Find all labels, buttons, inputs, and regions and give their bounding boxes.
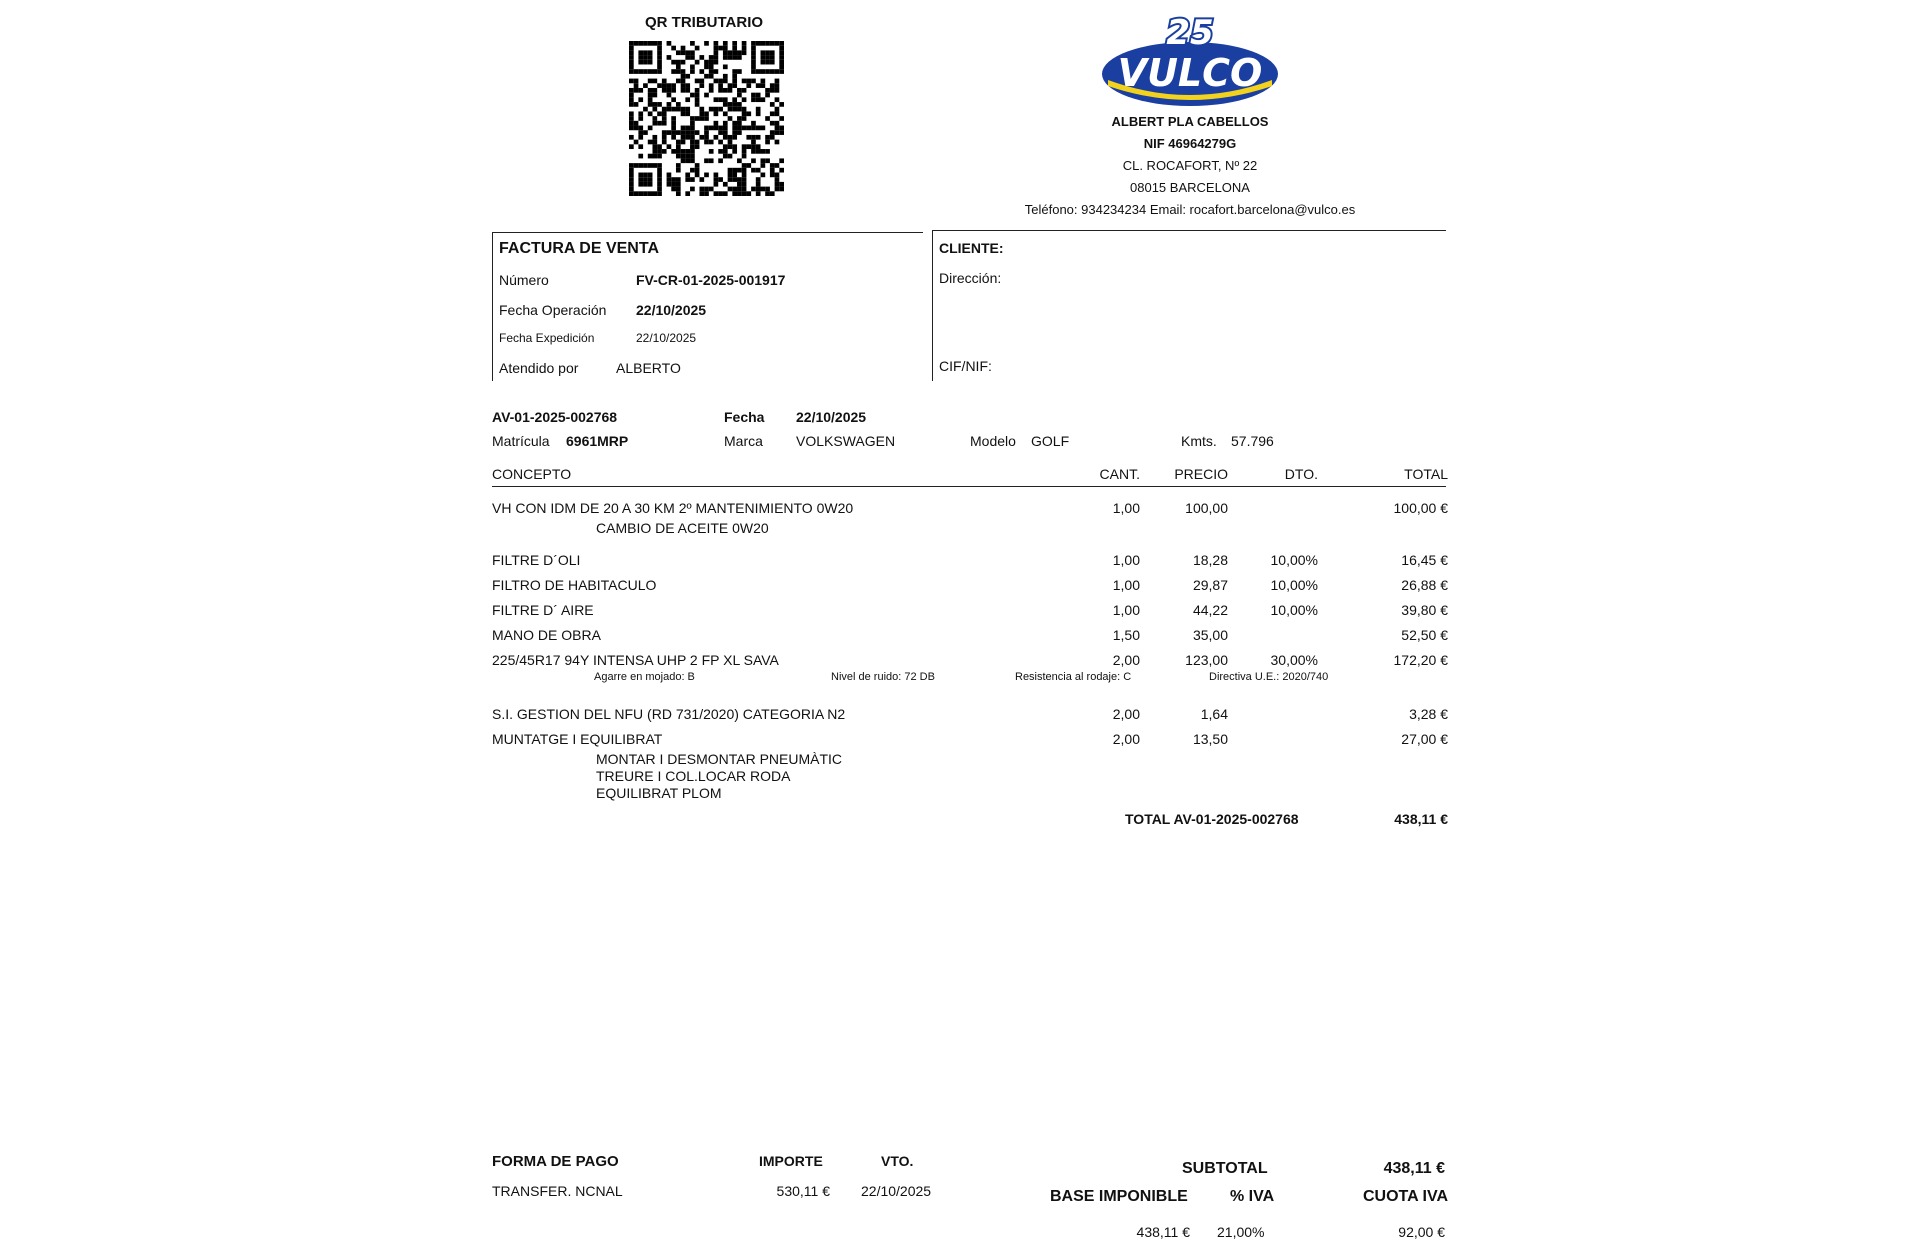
item-concepto: MANO DE OBRA bbox=[492, 627, 601, 643]
kmts-label: Kmts. bbox=[1181, 433, 1217, 449]
header-concepto: CONCEPTO bbox=[492, 466, 572, 482]
forma-pago-value: TRANSFER. NCNAL bbox=[492, 1183, 623, 1199]
item-concepto: VH CON IDM DE 20 A 30 KM 2º MANTENIMIENTO 0W20 bbox=[492, 500, 854, 516]
vto-value: 22/10/2025 bbox=[861, 1183, 932, 1199]
modelo-value: GOLF bbox=[1031, 433, 1070, 449]
item-concepto: 225/45R17 94Y INTENSA UHP 2 FP XL SAVA bbox=[492, 652, 779, 668]
sub-cambio: CAMBIO DE ACEITE 0W20 bbox=[596, 520, 769, 536]
item-cant: 1,50 bbox=[1112, 627, 1140, 643]
vulco-logo bbox=[1100, 10, 1280, 110]
item-total: 3,28 € bbox=[1409, 706, 1448, 722]
header-precio: PRECIO bbox=[1174, 466, 1228, 482]
company-nif: NIF 46964279G bbox=[1143, 136, 1237, 151]
logo-text: VULCO bbox=[1117, 51, 1263, 95]
company-street: CL. ROCAFORT, Nº 22 bbox=[1122, 158, 1258, 173]
modelo-label: Modelo bbox=[970, 433, 1016, 449]
item-precio: 35,00 bbox=[1192, 627, 1228, 643]
item-total: 100,00 € bbox=[1393, 500, 1448, 516]
item-dto: 10,00% bbox=[1270, 577, 1318, 593]
fecha-op-value: 22/10/2025 bbox=[636, 302, 707, 318]
item-dto: 30,00% bbox=[1270, 652, 1318, 668]
base-imponible-value: 438,11 € bbox=[1136, 1224, 1190, 1240]
header-total: TOTAL bbox=[1404, 466, 1448, 482]
iva-value: 21,00% bbox=[1217, 1224, 1265, 1240]
matricula-value: 6961MRP bbox=[566, 433, 629, 449]
marca-value: VOLKSWAGEN bbox=[796, 433, 896, 449]
tyre-ruido: Nivel de ruido: 72 DB bbox=[831, 671, 935, 683]
item-total: 52,50 € bbox=[1401, 627, 1448, 643]
albaran-total-value: 438,11 € bbox=[1394, 811, 1448, 827]
fecha-exp-label: Fecha Expedición bbox=[499, 331, 595, 345]
header-dto: DTO. bbox=[1284, 466, 1318, 482]
logo-number: 25 bbox=[1166, 13, 1214, 53]
company-contact: Teléfono: 934234234 Email: rocafort.barcelona@vulco.es bbox=[1024, 202, 1356, 217]
header-cant: CANT. bbox=[1099, 466, 1140, 482]
item-precio: 44,22 bbox=[1192, 602, 1228, 618]
item-cant: 1,00 bbox=[1112, 577, 1140, 593]
tyre-agarre: Agarre en mojado: B bbox=[594, 671, 695, 683]
vehicle-fecha-value: 22/10/2025 bbox=[796, 409, 867, 425]
item-precio: 29,87 bbox=[1192, 577, 1228, 593]
company-city: 08015 BARCELONA bbox=[1130, 180, 1250, 195]
atendido-label: Atendido por bbox=[499, 360, 579, 376]
item-cant: 2,00 bbox=[1112, 706, 1140, 722]
item-total: 39,80 € bbox=[1401, 602, 1448, 618]
item-total: 27,00 € bbox=[1401, 731, 1448, 747]
subtotal-value: 438,11 € bbox=[1383, 1160, 1445, 1177]
invoice-title: FACTURA DE VENTA bbox=[499, 240, 659, 257]
item-total: 26,88 € bbox=[1401, 577, 1448, 593]
importe-label: IMPORTE bbox=[759, 1153, 823, 1169]
item-precio: 18,28 bbox=[1192, 552, 1228, 568]
item-cant: 1,00 bbox=[1112, 500, 1140, 516]
item-dto: 10,00% bbox=[1270, 552, 1318, 568]
subtotal-label: SUBTOTAL bbox=[1182, 1160, 1268, 1177]
fecha-exp-value: 22/10/2025 bbox=[636, 331, 697, 345]
forma-pago-label: FORMA DE PAGO bbox=[492, 1153, 619, 1170]
base-imponible-label: BASE IMPONIBLE bbox=[1050, 1188, 1188, 1205]
item-cant: 1,00 bbox=[1112, 552, 1140, 568]
muntatge-line-1: MONTAR I DESMONTAR PNEUMÀTIC bbox=[596, 751, 843, 767]
item-concepto: S.I. GESTION DEL NFU (RD 731/2020) CATEGORIA N2 bbox=[492, 706, 846, 722]
muntatge-line-2: TREURE I COL.LOCAR RODA bbox=[596, 768, 791, 784]
kmts-value: 57.796 bbox=[1231, 433, 1274, 449]
fecha-op-label: Fecha Operación bbox=[499, 302, 607, 318]
cuota-iva-value: 92,00 € bbox=[1398, 1224, 1445, 1240]
item-cant: 1,00 bbox=[1112, 602, 1140, 618]
qr-code-icon bbox=[629, 41, 784, 196]
cuota-iva-label: CUOTA IVA bbox=[1362, 1188, 1448, 1205]
invoice-number: FV-CR-01-2025-001917 bbox=[636, 272, 786, 288]
albaran-number: AV-01-2025-002768 bbox=[492, 409, 618, 425]
item-precio: 100,00 bbox=[1185, 500, 1228, 516]
direccion-label: Dirección: bbox=[939, 270, 1002, 286]
cif-label: CIF/NIF: bbox=[939, 358, 992, 374]
numero-label: Número bbox=[499, 272, 549, 288]
item-cant: 2,00 bbox=[1112, 731, 1140, 747]
vto-label: VTO. bbox=[881, 1153, 914, 1169]
item-total: 16,45 € bbox=[1401, 552, 1448, 568]
company-name: ALBERT PLA CABELLOS bbox=[1111, 114, 1269, 129]
item-precio: 123,00 bbox=[1185, 652, 1228, 668]
muntatge-line-3: EQUILIBRAT PLOM bbox=[596, 785, 722, 801]
item-dto: 10,00% bbox=[1270, 602, 1318, 618]
item-concepto: FILTRE D´OLI bbox=[492, 552, 581, 568]
importe-value: 530,11 € bbox=[776, 1183, 830, 1199]
tyre-directiva: Directiva U.E.: 2020/740 bbox=[1209, 671, 1329, 683]
albaran-total-label: TOTAL AV-01-2025-002768 bbox=[1125, 811, 1299, 827]
tyre-rodaje: Resistencia al rodaje: C bbox=[1015, 671, 1132, 683]
item-concepto: FILTRE D´ AIRE bbox=[492, 602, 594, 618]
item-precio: 13,50 bbox=[1192, 731, 1228, 747]
item-precio: 1,64 bbox=[1200, 706, 1228, 722]
qr-title: QR TRIBUTARIO bbox=[645, 14, 764, 31]
cliente-label: CLIENTE: bbox=[939, 240, 1004, 256]
marca-label: Marca bbox=[724, 433, 763, 449]
item-concepto: MUNTATGE I EQUILIBRAT bbox=[492, 731, 663, 747]
matricula-label: Matrícula bbox=[492, 433, 550, 449]
client-box bbox=[932, 230, 1446, 381]
vehicle-fecha-label: Fecha bbox=[724, 409, 765, 425]
table-header-rule bbox=[492, 486, 1446, 487]
item-total: 172,20 € bbox=[1393, 652, 1448, 668]
item-concepto: FILTRO DE HABITACULO bbox=[492, 577, 657, 593]
iva-label: % IVA bbox=[1230, 1188, 1275, 1205]
item-cant: 2,00 bbox=[1112, 652, 1140, 668]
atendido-value: ALBERTO bbox=[616, 360, 681, 376]
